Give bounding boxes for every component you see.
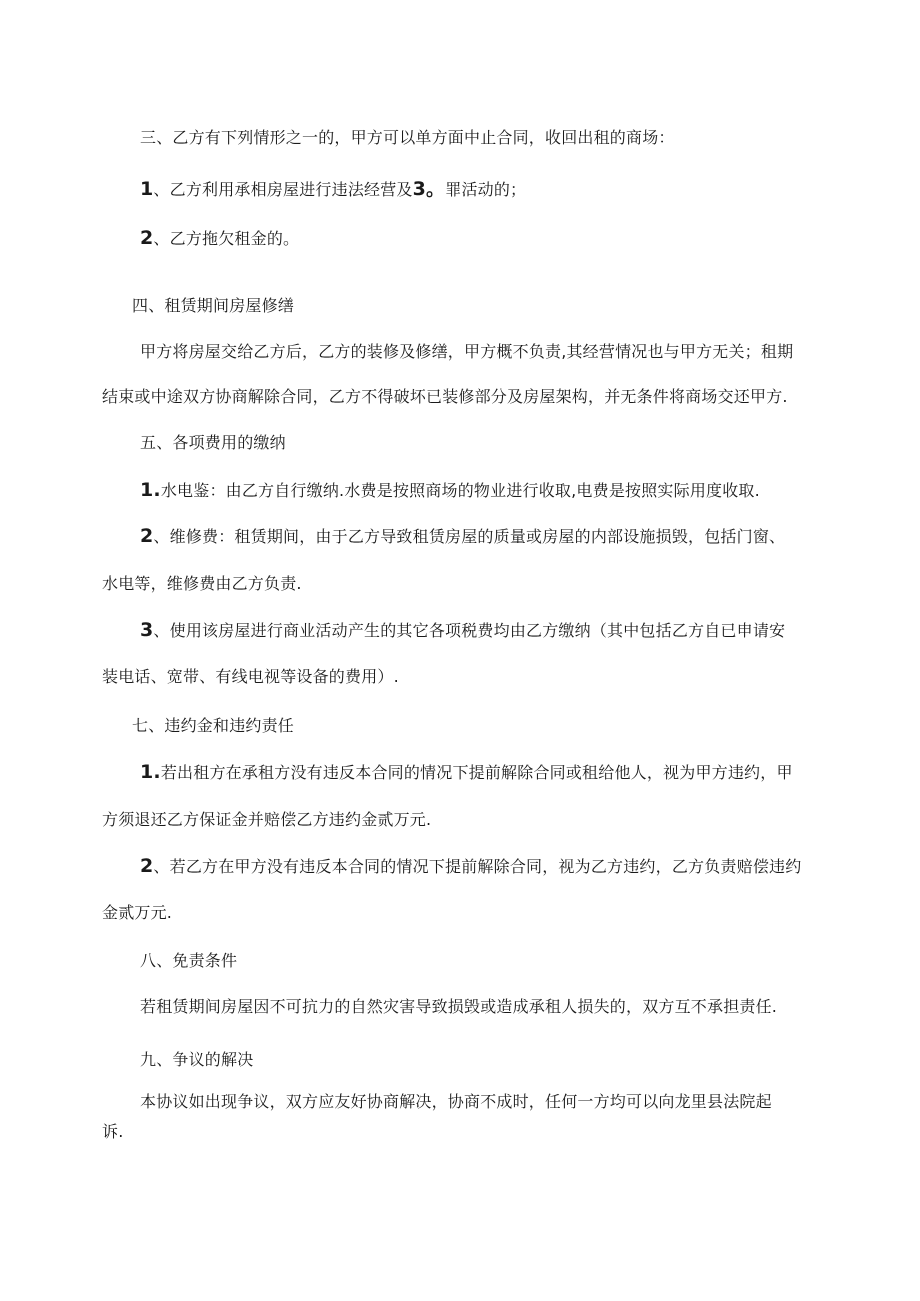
item-text: 、乙方利用承相房屋进行违法经营及 xyxy=(153,180,413,199)
section-5-heading: 五、各项费用的缴纳 xyxy=(140,433,286,452)
item-number: 2 xyxy=(140,227,154,249)
item-text: 、乙方拖欠租金的。 xyxy=(153,229,300,248)
section-9-para-line-1: 本协议如出现争议，双方应友好协商解决，协商不成时，任何一方均可以向龙里县法院起 xyxy=(140,1092,772,1111)
section-7-item-1-line-1 xyxy=(140,762,793,783)
item-text: 、维修费：租赁期间，由于乙方导致租赁房屋的质量或房屋的内部设施损毁，包括门窗、 xyxy=(153,527,786,546)
item-text: 水电鉴：由乙方自行缴纳.水费是按照商场的物业进行收取,电费是按照实际用度收取. xyxy=(160,481,760,500)
section-9-para-line-2: 诉. xyxy=(102,1122,124,1141)
section-8-heading: 八、免责条件 xyxy=(140,951,238,970)
section-4-para-line-1: 甲方将房屋交给乙方后，乙方的装修及修缮，甲方概不负责,其经营情况也与甲方无关；租期 xyxy=(140,342,794,361)
section-5-item-2-line-2: 水电等，维修费由乙方负责. xyxy=(102,574,302,593)
section-5-item-2-line-1 xyxy=(140,526,785,547)
section-4-para-line-2: 结束或中途双方协商解除合同，乙方不得破坏已装修部分及房屋架构，并无条件将商场交还甲方. xyxy=(102,387,788,406)
section-5-item-1 xyxy=(140,480,760,501)
item-number: 1. xyxy=(140,761,161,783)
section-9-heading: 九、争议的解决 xyxy=(140,1050,254,1069)
item-text: 、使用该房屋进行商业活动产生的其它各项税费均由乙方缴纳（其中包括乙方自已申请安 xyxy=(153,621,786,640)
item-number: 1 xyxy=(140,178,154,200)
section-5-item-3-line-1 xyxy=(140,620,785,641)
section-4-heading: 四、租赁期间房屋修缮 xyxy=(132,296,295,315)
section-5-item-3-line-2: 装电话、宽带、有线电视等设备的费用）. xyxy=(102,667,399,686)
item-text: 罪活动的； xyxy=(445,180,527,199)
item-number: 2 xyxy=(140,855,154,877)
item-number: 1. xyxy=(140,479,161,501)
section-8-para: 若租赁期间房屋因不可抗力的自然灾害导致损毁或造成承租人损失的，双方互不承担责任. xyxy=(140,997,778,1016)
section-7-heading: 七、违约金和违约责任 xyxy=(132,716,295,735)
item-number: 3 xyxy=(140,619,154,641)
section-3-heading: 三、乙方有下列情形之一的，甲方可以单方面中止合同，收回出租的商场： xyxy=(140,128,675,147)
section-3-item-1 xyxy=(140,179,526,200)
item-text: 若出租方在承租方没有违反本合同的情况下提前解除合同或租给他人，视为甲方违约，甲 xyxy=(160,763,793,782)
section-7-item-2-line-1 xyxy=(140,856,801,877)
item-number: 3。 xyxy=(412,178,446,200)
item-number: 2 xyxy=(140,525,154,547)
item-text: 、若乙方在甲方没有违反本合同的情况下提前解除合同，视为乙方违约，乙方负责赔偿违约 xyxy=(153,857,802,876)
section-7-item-2-line-2: 金贰万元. xyxy=(102,903,173,922)
section-7-item-1-line-2: 方须退还乙方保证金并赔偿乙方违约金贰万元. xyxy=(102,810,432,829)
section-3-item-2 xyxy=(140,228,299,249)
